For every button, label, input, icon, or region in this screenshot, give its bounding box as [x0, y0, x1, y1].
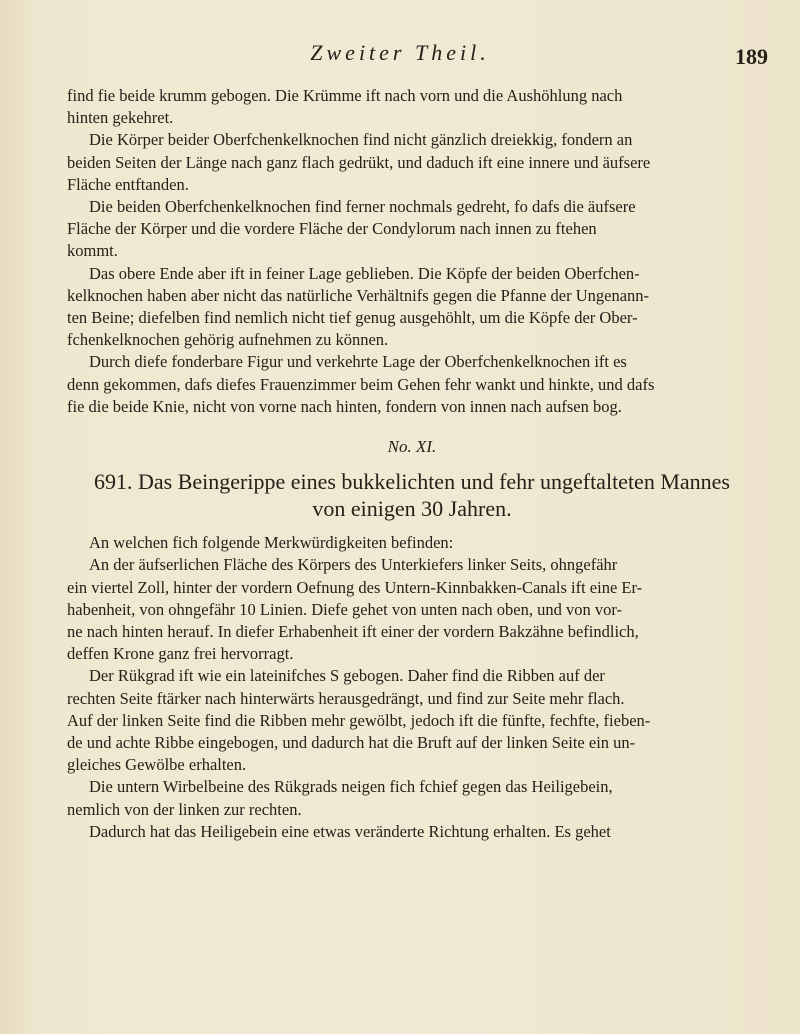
- heading-line-2: von einigen 30 Jahren.: [312, 496, 512, 522]
- text-line: denn gekommen, dafs diefes Frauenzimmer beim Gehen fehr wankt und hinkte, und dafs: [67, 374, 655, 394]
- section-heading: [67, 468, 757, 522]
- text-line: Auf der linken Seite find die Ribben mehr gewölbt, jedoch ift die fünfte, fechfte, fieben-: [67, 710, 651, 730]
- paragraph-9: [67, 776, 757, 820]
- paragraph-5: [67, 351, 757, 418]
- running-head: Zweiter Theil.: [310, 40, 490, 65]
- text-line: fchenkelknochen gehörig aufnehmen zu können.: [67, 330, 389, 350]
- text-line: Das obere Ende aber ift in feiner Lage geblieben. Die Köpfe der beiden Oberfchen-: [89, 263, 640, 283]
- text-line: nemlich von der linken zur rechten.: [67, 799, 302, 819]
- heading-number: 691.: [94, 469, 133, 495]
- text-line: ein viertel Zoll, hinter der vordern Oefnung des Untern-Kinnbakken-Canals ift eine Er-: [67, 577, 643, 597]
- text-line: Die untern Wirbelbeine des Rükgrads neigen fich fchief gegen das Heiligebein,: [89, 777, 613, 797]
- text-line: An der äufserlichen Fläche des Körpers des Unterkiefers linker Seits, ohngefähr: [89, 555, 618, 575]
- text-line: gleiches Gewölbe erhalten.: [67, 755, 247, 775]
- text-line: hinten gekehret.: [67, 108, 174, 128]
- text-line: find fie beide krumm gebogen. Die Krümme ift nach vorn und die Aushöhlung nach: [67, 86, 623, 105]
- page-number: 189: [735, 44, 768, 69]
- paragraph-8: [67, 665, 757, 776]
- text-line: habenheit, von ohngefähr 10 Linien. Diefe gehet von unten nach oben, und von vor-: [67, 599, 623, 619]
- text-line: deffen Krone ganz frei hervorragt.: [67, 644, 294, 664]
- text-line: Fläche der Körper und die vordere Fläche der Condylorum nach innen zu ftehen: [67, 219, 597, 239]
- text-line: beiden Seiten der Länge nach ganz flach gedrükt, und daduch ift eine innere und äufsere: [67, 152, 651, 172]
- section-number: No. XI.: [387, 437, 437, 457]
- text-line: rechten Seite ftärker nach hinterwärts herausgedrängt, und find zur Seite mehr flach.: [67, 688, 625, 708]
- text-line: Der Rükgrad ift wie ein lateinifches S gebogen. Daher find die Ribben auf der: [89, 666, 605, 686]
- paragraph-7: [67, 554, 757, 665]
- text-line: kommt.: [67, 241, 118, 261]
- text-line: de und achte Ribbe eingebogen, und dadurch hat die Bruft auf der linken Seite ein un-: [67, 733, 636, 753]
- text-line: ten Beine; diefelben find nemlich nicht tief genug ausgehöhlt, um die Köpfe der Ober-: [67, 308, 638, 328]
- paragraph-1: [67, 85, 757, 129]
- text-line: Dadurch hat das Heiligebein eine etwas veränderte Richtung erhalten. Es gehet: [89, 821, 611, 841]
- paragraph-6: [67, 532, 757, 554]
- text-line: Fläche entftanden.: [67, 174, 189, 194]
- paragraph-3: [67, 196, 757, 263]
- text-line: ne nach hinten herauf. In diefer Erhabenheit ift einer der vordern Bakzähne befindlich,: [67, 622, 639, 642]
- text-line: An welchen fich folgende Merkwürdigkeiten befinden:: [89, 533, 454, 553]
- text-line: kelknochen haben aber nicht das natürliche Verhältnifs gegen die Pfanne der Ungenann-: [67, 285, 650, 305]
- text-line: Durch diefe fonderbare Figur und verkehrte Lage der Oberfchenkelknochen ift es: [89, 352, 627, 372]
- paragraph-4: [67, 263, 757, 352]
- body-text: [67, 85, 757, 843]
- paragraph-2: [67, 129, 757, 196]
- text-line: Die Körper beider Oberfchenkelknochen find nicht gänzlich dreiekkig, fondern an: [89, 130, 633, 150]
- text-line: Die beiden Oberfchenkelknochen find ferner nochmals gedreht, fo dafs die äufsere: [89, 197, 636, 217]
- paragraph-10: [67, 821, 757, 843]
- text-line: fie die beide Knie, nicht von vorne nach hinten, fondern von innen nach aufsen bog.: [67, 396, 622, 416]
- heading-line-1: Das Beingerippe eines bukkelichten und fehr ungeftalteten Mannes: [138, 469, 730, 495]
